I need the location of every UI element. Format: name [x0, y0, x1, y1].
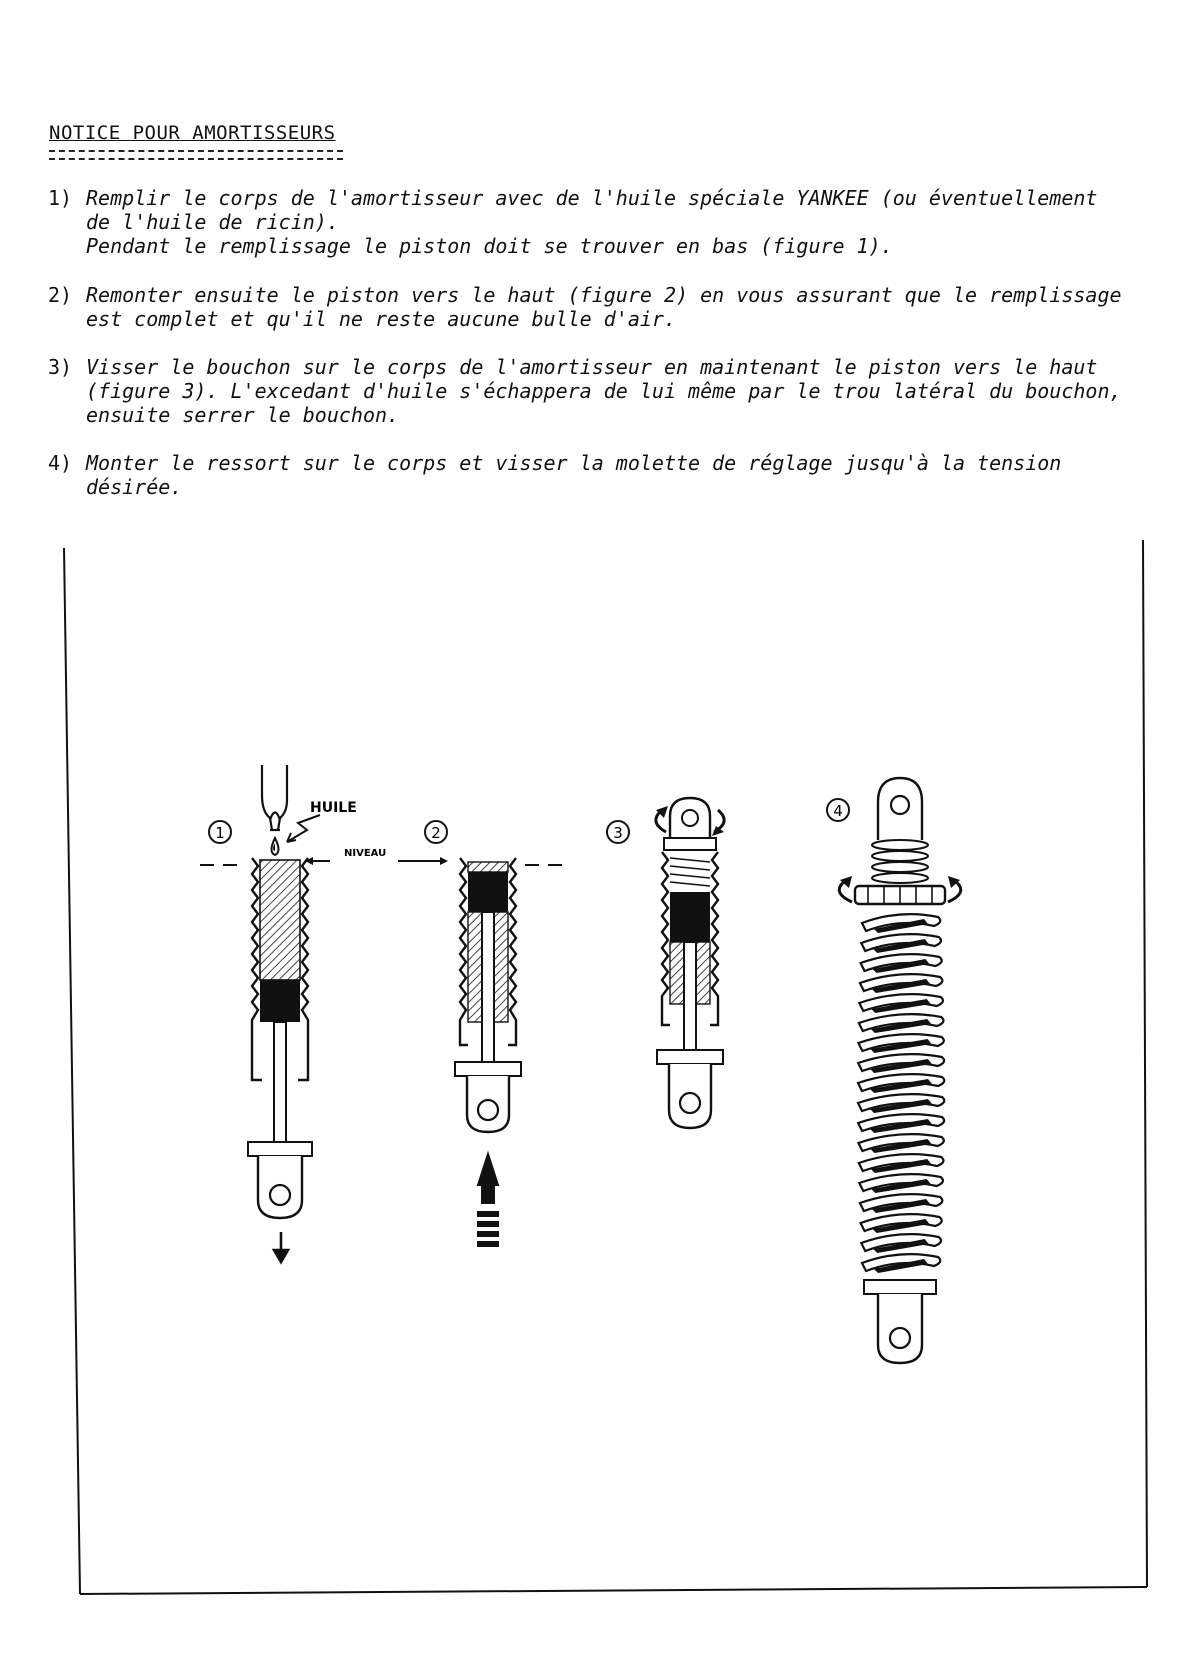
- step-number: 4): [48, 451, 73, 475]
- down-arrow-icon: [274, 1232, 288, 1262]
- spring: [858, 914, 944, 1273]
- step-2: [48, 283, 1158, 331]
- figure-1: [200, 765, 448, 1262]
- title-double-underline: [49, 150, 343, 160]
- figure-3: [607, 798, 724, 1128]
- step-number: 2): [48, 283, 73, 307]
- step-line: Remplir le corps de l'amortisseur avec de l'huile spéciale YANKEE (ou éventuellement: [86, 186, 1098, 210]
- step-line: Monter le ressort sur le corps et visser la molette de réglage jusqu'à la tension: [86, 451, 1062, 475]
- oil-arrow: [287, 815, 320, 842]
- rod-washer: [657, 1050, 723, 1064]
- step-3: [48, 355, 1158, 427]
- shock-absorber-diagram: [0, 520, 1200, 1600]
- page-title: NOTICE POUR AMORTISSEURS: [49, 122, 336, 144]
- step-line: est complet et qu'il ne reste aucune bulle d'air.: [86, 307, 677, 331]
- cap-threads: [872, 840, 928, 883]
- figure-number: 2: [431, 824, 441, 842]
- diagram-frame: [64, 540, 1147, 1594]
- step-line: Visser le bouchon sur le corps de l'amortisseur en maintenant le piston vers le haut: [86, 355, 1098, 379]
- rod-washer: [455, 1062, 521, 1076]
- figure-2: [425, 821, 568, 1246]
- figure-number: 1: [215, 824, 225, 842]
- step-line: désirée.: [86, 475, 183, 499]
- rod-washer: [864, 1280, 936, 1294]
- cap-eyelet: [670, 798, 710, 840]
- piston: [468, 872, 508, 912]
- piston-rod: [482, 912, 494, 1062]
- piston-rod: [274, 1022, 286, 1142]
- figure-number: 3: [613, 824, 623, 842]
- cap: [664, 838, 716, 850]
- step-line: ensuite serrer le bouchon.: [86, 403, 400, 427]
- step-1: [48, 186, 1158, 258]
- oil-label: HUILE: [310, 800, 357, 816]
- piston-rod: [684, 942, 696, 1050]
- level-label: NIVEAU: [344, 848, 387, 859]
- step-line: Pendant le remplissage le piston doit se trouver en bas (figure 1).: [86, 234, 893, 258]
- oil-fill: [260, 860, 300, 980]
- piston: [670, 892, 710, 942]
- step-number: 1): [48, 186, 73, 210]
- figure-number: 4: [833, 802, 843, 820]
- step-4: [48, 451, 1158, 499]
- step-number: 3): [48, 355, 73, 379]
- step-line: Remonter ensuite le piston vers le haut (figure 2) en vous assurant que le remplissage: [86, 283, 1122, 307]
- piston: [260, 980, 300, 1022]
- cap-eyelet: [878, 778, 922, 840]
- rod-washer: [248, 1142, 312, 1156]
- step-line: (figure 3). L'excedant d'huile s'échappera de lui même par le trou latéral du bouchon,: [86, 379, 1122, 403]
- figure-4: [827, 778, 961, 1363]
- dropper-icon: [262, 765, 287, 830]
- rod-eyelet: [669, 1064, 711, 1128]
- step-line: de l'huile de ricin).: [86, 210, 339, 234]
- rod-eyelet: [258, 1156, 302, 1218]
- up-arrow-icon: [478, 1154, 498, 1246]
- rod-eyelet: [467, 1076, 509, 1132]
- cap-threads: [670, 858, 710, 886]
